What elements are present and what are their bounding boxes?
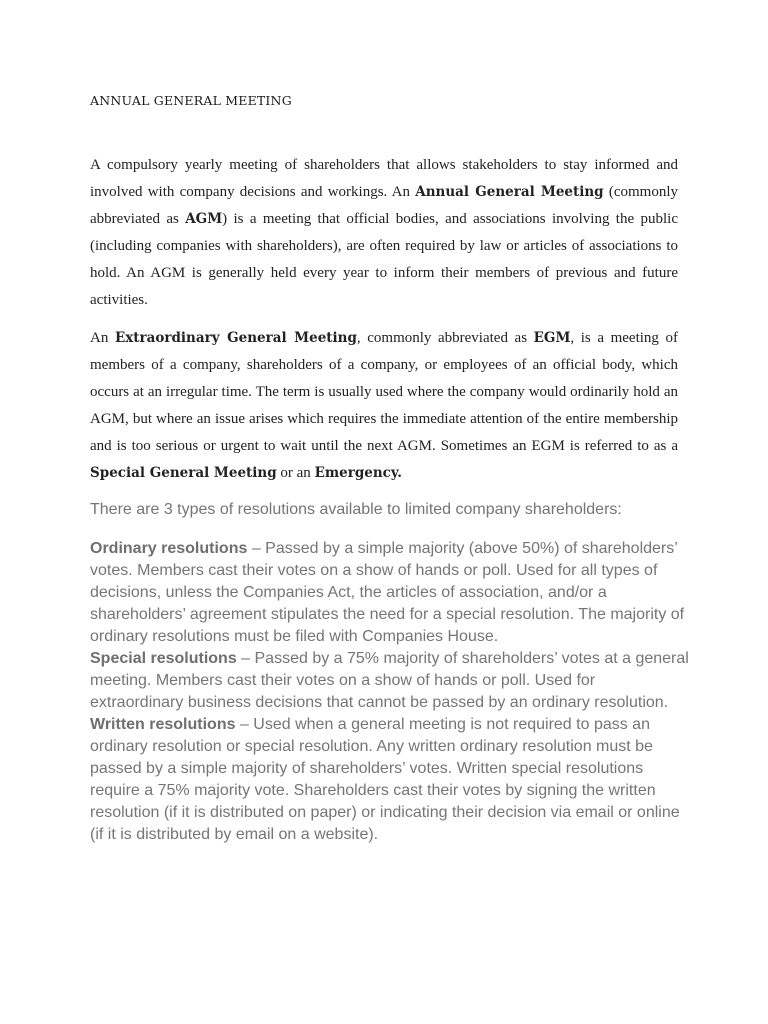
special-general-meeting-term: Special General Meeting	[90, 465, 277, 481]
agm-term: Annual General Meeting	[415, 184, 604, 200]
resolution-written	[90, 714, 690, 846]
egm-abbreviation: EGM	[533, 330, 571, 346]
agm-text-2: (commonly abbreviated as	[90, 184, 678, 227]
agm-text-3: ) is a meeting that official bodies, and associations involving the public (including companies with shareholders), are often required by law or articles of associations to hold. An AGM is generally held every year to inform their members of previous and future activities.	[90, 211, 678, 308]
resolution-name: Ordinary resolutions	[90, 540, 248, 557]
document-title: ANNUAL GENERAL MEETING	[90, 93, 292, 108]
egm-text-3: , is a meeting of members of a company, shareholders of a company, or employees of an official body, which occurs at an irregular time. The term is usually used where the company would ordinarily hold an AGM, but where an issue arises which requires the immediate attention of the entire membership and is too serious or urgent to wait until the next AGM. Sometimes an EGM is referred to as a	[90, 330, 678, 454]
resolutions-intro: There are 3 types of resolutions available to limited company shareholders:	[90, 501, 622, 518]
egm-text-1: An	[90, 330, 115, 346]
agm-abbreviation: AGM	[185, 211, 223, 227]
resolution-description: – Passed by a simple majority (above 50%) of shareholders’ votes. Members cast their votes on a show of hands or poll. Used for all types of decisions, unless the Companies Act, the articles of association, and/or a shareholders’ agreement stipulates the need for a special resolution. The majority of ordinary resolutions must be filed with Companies House.	[90, 540, 685, 645]
resolution-name: Special resolutions	[90, 650, 237, 667]
resolution-description: – Used when a general meeting is not required to pass an ordinary resolution or special resolution. Any written ordinary resolution must be passed by a simple majority of shareholders’ votes. Written special resolutions require a 75% majority vote. Shareholders cast their votes by signing the written resolution (if it is distributed on paper) or indicating their decision via email or online (if it is distributed by email on a website).	[90, 716, 680, 843]
resolution-description: – Passed by a 75% majority of shareholders’ votes at a general meeting. Members cast their votes on a show of hands or poll. Used for extraordinary business decisions that cannot be passed by an ordinary resolution.	[90, 650, 689, 711]
egm-paragraph	[90, 325, 678, 487]
egm-term: Extraordinary General Meeting	[114, 330, 357, 346]
resolution-special	[90, 648, 690, 714]
resolution-name: Written resolutions	[90, 716, 236, 733]
resolutions-list	[90, 538, 690, 846]
agm-text-1: A compulsory yearly meeting of shareholders that allows stakeholders to stay informed and involved with company decisions and workings. An	[90, 157, 678, 200]
egm-text-2: , commonly abbreviated as	[356, 330, 534, 346]
emergency-term: Emergency.	[314, 465, 402, 481]
resolution-ordinary	[90, 538, 690, 648]
egm-text-4: or an	[276, 465, 315, 481]
agm-paragraph	[90, 152, 678, 314]
